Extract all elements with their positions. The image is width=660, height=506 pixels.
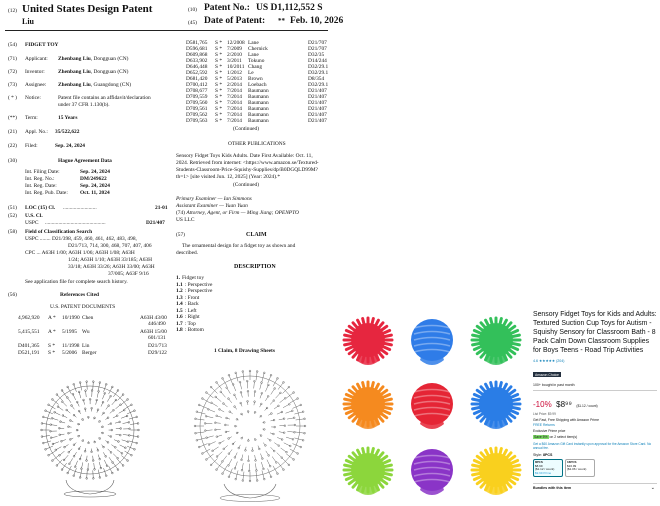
pub-line: Students-Classroom-Price-Squishy-Supplies/dp/B0DGQLD99M? [176,167,318,173]
coupon[interactable] [533,435,657,439]
bought-count: 100+ bought in past month [533,382,575,387]
ref-name: Baumann [248,106,269,112]
ref-kind: S * [215,58,223,64]
uspc-label: USPC [25,220,39,226]
inventor-loc: , Dongguan (CN) [90,69,129,75]
ref-name: Tokuno [248,58,265,64]
us-docs-heading: U.S. PATENT DOCUMENTS [50,304,116,310]
ref-class: D21/407 [308,118,327,124]
product-title[interactable]: Sensory Fidget Toys for Kids and Adults: Textured Suction Cup Toys for Autism - Squishy Sensory for Classroom Bath - 8 Pack Calm Down Classroom Supplies for Boys Teens - Road Trip Activities [533,311,657,354]
shipping[interactable]: Get Fast, Free Shipping with Amazon Prime [533,417,599,422]
ref-date: 1/2012 [227,70,242,76]
ref-kind: S * [215,64,223,70]
uspc-value: D21/407 [146,220,165,226]
ref-name: Brown [248,76,263,82]
field-label: Filed: [25,143,38,149]
inventor-short: Liu [22,17,35,26]
ref-kind: A * [48,315,56,321]
hague-heading: Hague Agreement Data [58,158,112,164]
field-term [8,115,78,122]
applicant-name: Zhenbang Liu [58,56,91,62]
appl-no: 35/522,622 [55,129,80,135]
toy-ball [472,318,520,365]
field-num: (57) [176,232,185,238]
patent-number: US D1,112,552 S [256,3,323,13]
ref-kind: S * [215,46,223,52]
ref-name: Baumann [248,94,269,100]
field-num: (22) [8,143,17,149]
ref-date: 7/2014 [227,88,242,94]
field-71 [8,56,129,63]
ref-no: D581,765 [186,40,208,46]
ref-class: D21/707 [308,40,327,46]
description-item [176,327,204,334]
field-num: ( * ) [8,95,17,101]
other-pubs-heading: OTHER PUBLICATIONS [228,141,286,147]
desc-num: 1.1 [176,281,183,288]
desc-label: : Bottom [184,327,204,333]
ref-kind: S * [215,40,223,46]
ref-name: Berger [82,350,97,356]
hague-value: Sep. 24, 2024 [80,183,110,189]
ref-kind: S * [215,76,223,82]
header-rule [5,30,328,31]
ref-class: D21/407 [308,88,327,94]
field-label: Inventor: [25,69,45,75]
toy-ball [411,383,453,429]
ref-date: 3/2011 [227,58,242,64]
ref-class2: 601/131 [148,335,166,341]
chevron-down-icon: ⌄ [650,485,655,492]
filed-date: Sep. 24, 2024 [55,143,85,149]
save-text: on 2 select item(s) [549,434,578,439]
ref-date: 7/2009 [227,46,242,52]
unit-price: ($1.12 / count) [576,403,598,408]
ref-class: A63H 15/00 [140,329,167,335]
option-title: 8PCS [535,460,543,465]
search-line: 37/005; A63F 9/16 [108,271,149,277]
ref-date: 10/2011 [227,64,245,70]
ref-no: D646,448 [186,64,208,70]
field-num: (21) [8,129,17,135]
ref-date: 5/2013 [227,76,242,82]
field-label: Term: [25,115,38,121]
amazon-listing [533,311,657,490]
ref-no: D709,563 [186,118,208,124]
pub-line: th=1> [site visited Jun. 12, 2025] (Year: 2024).* [176,174,281,180]
field-num: (52) [8,213,17,219]
hdr-num-12: (12) [8,8,17,14]
drawing-perspective-2 [172,358,332,506]
ref-no: D609,868 [186,52,208,58]
field-54 [8,42,59,49]
field-num: (51) [8,205,17,211]
ref-class: D21/407 [308,106,327,112]
ref-name: Baumann [248,118,269,124]
field-label: Appl. No.: [25,129,48,135]
desc-label: : Perspective [184,288,213,294]
design-title: FIDGET TOY [25,42,59,48]
toy-ball [344,382,392,429]
field-56 [8,292,99,299]
ref-date: 7/2014 [227,118,242,124]
ref-date: 7/2014 [227,94,242,100]
ref-date: 12/2008 [227,40,245,46]
field-label: Assignee: [25,82,47,88]
ref-class: D21/707 [308,46,327,52]
ref-name: Chernick [248,46,268,52]
gift-card-offer[interactable]: Get a $60 Amazon Gift Card instantly upon approval for the Amazon Store Card. No annual fee. [533,441,652,450]
ref-no: 5,415,551 [18,329,40,335]
attorney-firm: US LLC [176,217,195,223]
ref-no: D708,677 [186,88,208,94]
ref-kind: S * [48,343,56,349]
hague-key: Int. Reg. No.: [25,176,55,182]
field-73 [8,82,132,89]
ref-kind: S * [215,112,223,118]
field-num: (30) [8,158,17,164]
field-52: (52) U.S. Cl. USPC ............................................. D21/407 [8,213,165,226]
desc-num: 1. [176,275,181,281]
ref-class: D21/407 [308,100,327,106]
claims-summary: 1 Claim, 8 Drawing Sheets [214,348,275,354]
description-heading: DESCRIPTION [234,264,276,270]
pub-line: Sensory Fidget Toys Kids Adults. Date First Available: Oct. 11, [176,153,313,159]
desc-num: 1.7 [176,320,183,327]
ref-class: D14/244 [308,58,327,64]
ref-name: Lane [248,40,259,46]
hague-key: Int. Reg. Pub. Date: [25,190,68,196]
ref-kind: S * [215,82,223,88]
field-58 [8,229,155,285]
option-unit: ($1.06 / count) [567,467,587,472]
drawing-perspective-1 [8,370,173,500]
discount: -10% [533,399,552,409]
ref-class: D32/29.1 [308,64,329,70]
search-line: 1/24; A63H 1/10; A63H 33/185; A63H [68,257,153,263]
field-72 [8,69,129,76]
applicant-loc: , Dongguan (CN) [90,56,129,62]
rating[interactable]: 4.6 ★★★★★ (204) [533,358,565,363]
inventor-name: Zhenbang Liu [58,69,91,75]
option-prime: $9.99 Prime [535,470,552,475]
ref-no: D709,561 [186,106,208,112]
search-line: See application file for complete search history. [25,279,128,285]
ref-name: Le [248,70,254,76]
ref-no: 4,962,920 [18,315,40,321]
claim-text: described. [176,250,199,256]
product-image[interactable] [336,312,527,503]
field-num: (54) [8,42,17,48]
field-num: (**) [8,115,17,121]
ref-name: Chen [82,315,94,321]
price-block [533,390,657,412]
ref-class: D32/29.1 [308,70,329,76]
ref-class: D21/407 [308,112,327,118]
suction-base [224,484,276,498]
field-label: Field of Classification Search [25,229,93,235]
ref-no: D709,559 [186,94,208,100]
patent-no-label: Patent No.: [204,3,250,13]
ref-name: Baumann [248,88,269,94]
desc-label: : Left [184,307,197,314]
ref-kind: S * [215,70,223,76]
hague-value: Oct. 11, 2024 [80,190,110,196]
attorney: Attorney, Agent, or Firm — Ming Jiang; OPENPTO [186,210,299,216]
option-price: $16.99 [567,463,577,468]
field-label: Notice: [25,95,41,101]
ref-date: 5/2006 [62,350,77,356]
ref-kind: S * [215,118,223,124]
hague-key: Int. Filing Date: [25,169,60,175]
desc-label: : Back [184,301,199,307]
ref-name: Lane [248,52,259,58]
ref-class: D21/713 [148,343,167,349]
desc-num: 1.6 [176,314,183,320]
notice-line: Patent file contains an affidavit/declaration [58,95,151,101]
style-options [533,459,657,477]
toy-ball [344,318,392,365]
ref-no: D709,560 [186,100,208,106]
ref-no: D633,902 [186,58,208,64]
ref-date: 7/2014 [227,112,242,118]
field-num: (71) [8,56,17,62]
loc-value: 21-01 [155,205,168,211]
hdr-num-45: (45) [188,20,197,26]
ref-name: Chang [248,64,263,70]
field-label: U.S. Cl. [25,213,43,219]
field-label: Applicant: [25,56,48,62]
claim-heading: CLAIM [246,232,267,238]
ref-date: 2/2014 [227,82,242,88]
price: $8⁹⁹ [556,399,572,409]
toy-grid [336,312,527,503]
option-title: 16PCS [567,460,577,465]
search-line: D21/713, 714, 300, 468, 707, 407, 406 [68,243,152,249]
search-line: USPC ........ D21/398, 459, 460, 461, 462, 483, 498, [25,236,137,242]
desc-label: Fidget toy [182,275,205,281]
ref-no: D681,420 [186,76,208,82]
assistant-examiner: Assistant Examiner — Yuan Yuan [176,203,248,209]
style-value: 8PCS [543,453,553,458]
ref-name: Loebach [248,82,267,88]
ref-no: D521,191 [18,350,40,356]
save-badge: Save 5% [534,434,548,439]
ref-no: D596,681 [186,46,208,52]
option-16pcs[interactable] [565,459,595,477]
bundles-label: Bundles with this item [533,486,572,491]
option-8pcs[interactable] [533,459,563,477]
pub-line: 2024. Retrieved from internet: <https://www.amazon.se/Textured- [176,160,319,166]
ref-class: D32/35 [308,52,325,58]
bundles-row[interactable] [533,483,657,490]
field-51: (51) LOC (15) Cl. ......................... 21-01 [8,205,168,211]
assignee-name: Zhenbang Liu [58,82,91,88]
ref-kind: S * [215,88,223,94]
ref-class: D32/29.1 [308,82,329,88]
toy-ball [472,382,520,429]
field-22 [8,143,85,150]
ref-date: 11/1998 [62,343,80,349]
notice-line: under 37 CFR 1.130(b). [58,102,110,108]
claim-text: The ornamental design for a fidget toy as shown and [182,243,296,249]
ref-no: D401,365 [18,343,40,349]
field-30 [8,158,112,165]
ref-class: D21/407 [308,94,327,100]
patent-date: Feb. 10, 2026 [290,16,344,26]
field-label: LOC (15) Cl. [25,205,56,211]
search-line: 33/18; A63H 33/26; A63H 33/00; A63H [68,264,155,270]
toy-ball [344,448,392,495]
hague-value: DM/249622 [80,176,107,182]
field-21 [8,129,80,136]
field-num: (73) [8,82,17,88]
ref-name: Baumann [248,100,269,106]
ref-class: D8/354 [308,76,325,82]
hague-key: Int. Reg. Date: [25,183,57,189]
desc-label: : Front [184,294,200,301]
ref-no: D700,412 [186,82,208,88]
option-price: $8.99 [535,463,543,468]
ref-date: 10/1990 [62,315,80,321]
field-num: (58) [8,229,17,235]
ref-kind: S * [48,350,56,356]
list-price: List Price: $9.99 [533,411,556,416]
primary-examiner: Primary Examiner — Ian Simmons [176,196,252,202]
assignee-loc: , Guangdong (CN) [90,82,132,88]
style-label: Style: [533,453,542,458]
ref-date: 7/2014 [227,106,242,112]
field-num: (74) [176,210,185,216]
desc-num: 1.5 [176,307,183,314]
ref-date: 7/2014 [227,100,242,106]
option-unit: ($1.12 / count) [535,467,555,472]
ref-kind: S * [215,106,223,112]
desc-num: 1.8 [176,327,183,333]
desc-num: 1.2 [176,288,183,294]
search-line: CPC ... A63H 1/00; A63H 1/06; A63H 1/08; A63H [25,250,135,256]
ref-name: Lin [82,343,90,349]
amazon-choice-badge: Amazon Choice [535,372,559,377]
toy-ball [411,449,453,495]
ref-date: 5/1995 [62,329,77,335]
desc-label: : Top [184,320,196,327]
toy-ball [411,319,453,365]
returns-link[interactable]: FREE Returns [533,422,555,427]
field-num: (72) [8,69,17,75]
ref-kind: S * [215,94,223,100]
field-notice [8,95,151,108]
exclusive-price: Exclusive Prime price [533,428,566,433]
term-value: 15 Years [58,115,78,121]
ref-class2: 446/490 [148,321,166,327]
ref-kind: S * [215,52,223,58]
continued-label: (Continued) [233,182,260,188]
ref-kind: A * [48,329,56,335]
hague-value: Sep. 24, 2024 [80,169,110,175]
date-label: Date of Patent: [204,16,266,26]
desc-num: 1.4 [176,301,183,307]
refs-heading: References Cited [60,292,99,298]
desc-label: : Right [184,314,200,320]
ref-date: 2/2010 [227,52,242,58]
hdr-num-10: (10) [188,7,197,13]
ref-class: D29/122 [148,350,167,356]
ref-kind: S * [215,100,223,106]
ref-no: D709,562 [186,112,208,118]
date-star: ** [278,17,285,25]
field-num: (56) [8,292,17,298]
ref-no: D652,592 [186,70,208,76]
desc-num: 1.3 [176,294,183,301]
ref-name: Baumann [248,112,269,118]
desc-label: : Perspective [184,281,213,288]
ref-class: A63H 43/00 [140,315,167,321]
toy-ball [472,448,520,495]
ref-name: Wu [82,329,90,335]
patent-title: United States Design Patent [22,3,153,15]
continued-label: (Continued) [233,126,260,132]
